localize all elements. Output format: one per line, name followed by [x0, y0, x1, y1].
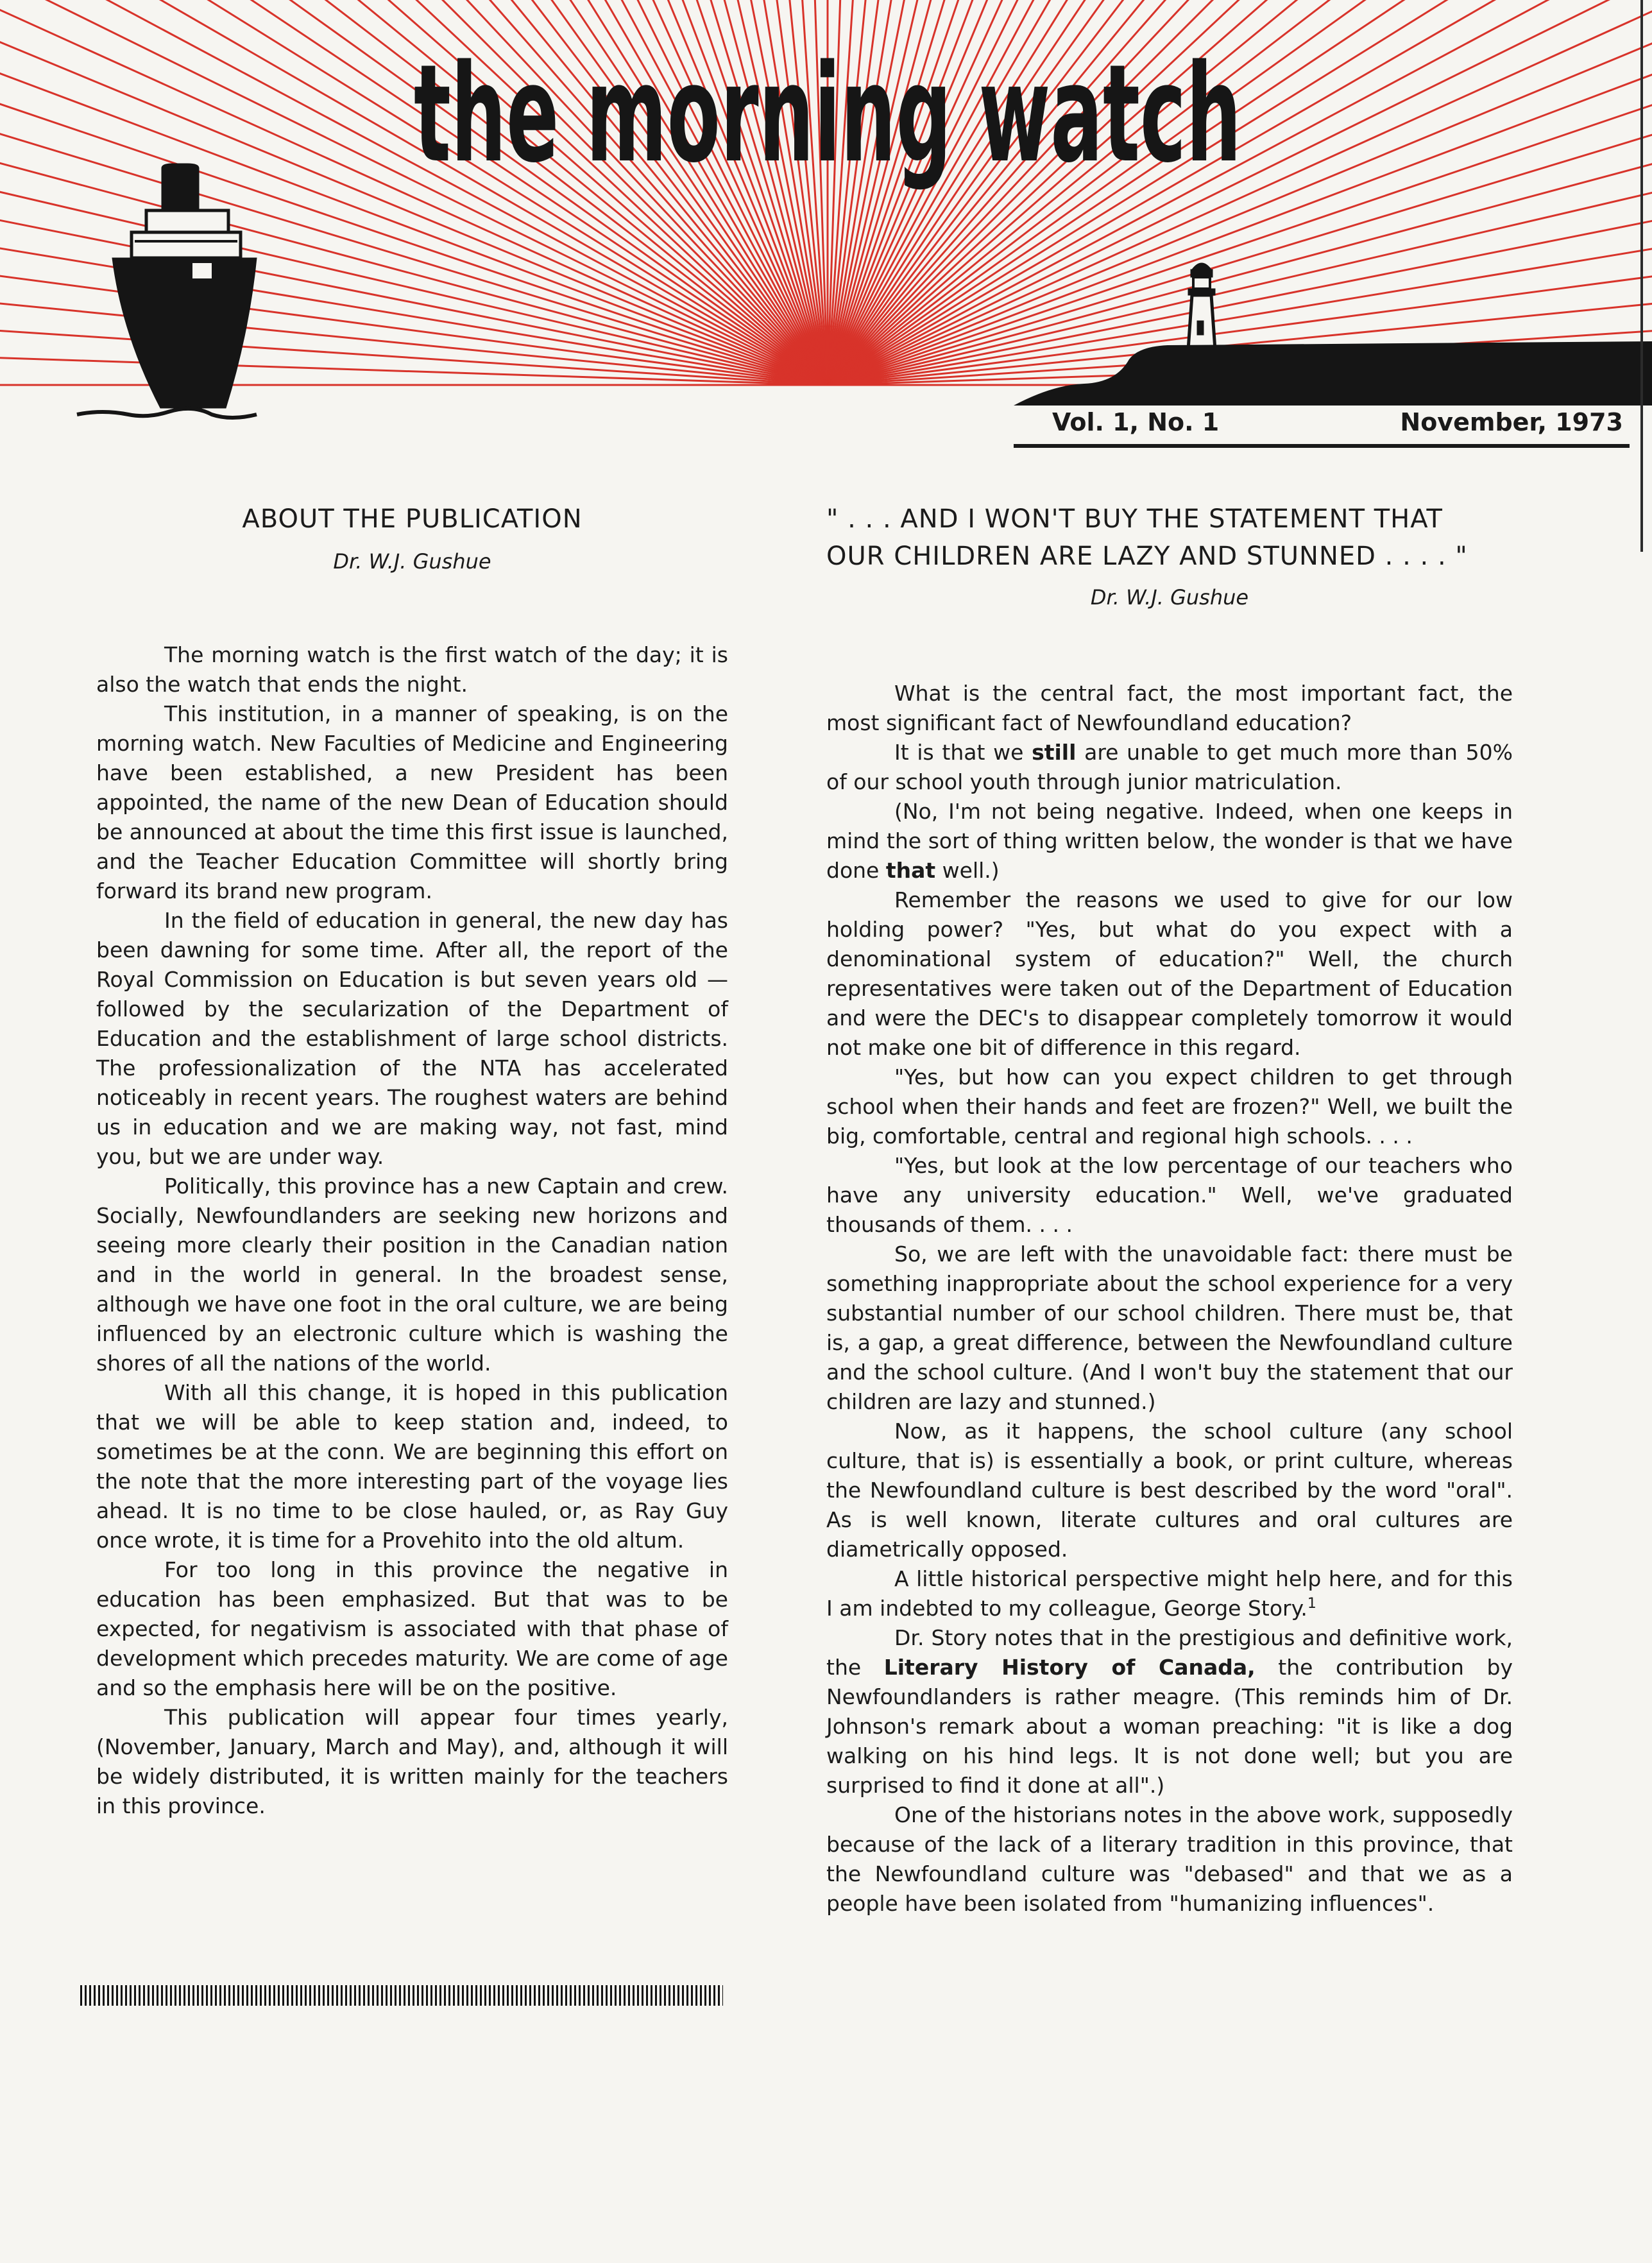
right-article-body — [826, 679, 1513, 1918]
paragraph: In the field of education in general, the new day has been dawning for some time. After all, the report of the Royal Commission on Education is but seven years old — followed by the secularization of the Department of Education and the establishment of large school districts. The professionalization of the NTA has accelerated noticeably in recent years. The roughest waters are behind us in education and we are making way, not fast, mind you, but we are under way. — [96, 908, 728, 1169]
heading-line: OUR CHILDREN ARE LAZY AND STUNNED . . . . " — [826, 542, 1468, 571]
text-run: the contribution by Newfoundlanders is rather meagre. (This reminds him of Dr. Johnson's remark about a woman preaching: "it is like a dog walking on his hind legs. It is not done well; but you are surprised to find it done at all".) — [826, 1655, 1513, 1798]
issue-volume: Vol. 1, No. 1 — [1052, 408, 1220, 436]
masthead-artwork — [0, 0, 1652, 449]
right-article — [826, 500, 1513, 1918]
paragraph — [826, 1623, 1513, 1800]
paragraph: "Yes, but look at the low percentage of our teachers who have any university education." Well, we've graduated thousands of them. . . . — [826, 1153, 1513, 1237]
text-run: Dr. Story notes that in the prestigious and definitive work, the — [826, 1625, 1513, 1680]
paragraph: So, we are left with the unavoidable fact: there must be something inappropriate about the school experience for a very substantial number of our school children. There must be, that is, a gap, a great difference, between the Newfoundland culture and the school culture. (And I won't buy the statement that our children are lazy and stunned.) — [826, 1242, 1513, 1414]
text-run: (No, I'm not being negative. Indeed, when one keeps in mind the sort of thing written below, the wonder is that we have done — [826, 799, 1513, 883]
footer-hatch-bar — [80, 1985, 723, 2006]
left-article-heading: ABOUT THE PUBLICATION — [242, 504, 583, 534]
text-run: are unable to get much more than 50% of our school youth through junior matriculation. — [826, 740, 1513, 794]
left-article-body — [96, 640, 728, 1821]
masthead — [0, 0, 1652, 449]
issue-date: November, 1973 — [1400, 408, 1623, 436]
headland-silhouette — [1014, 341, 1652, 406]
left-article — [96, 500, 728, 1821]
paragraph: With all this change, it is hoped in this publication that we will be able to keep station and, indeed, to sometimes be at the conn. We are beginning this effort on the note that the more interesting part of the voyage lies ahead. It is no time to be close hauled, or, as Ray Guy once wrote, it is time for a Provehito into the old altum. — [96, 1380, 728, 1553]
paragraph: This institution, in a manner of speaking, is on the morning watch. New Faculties of Medicine and Engineering have been established, a new President has been appointed, the name of the new Dean of Education should be announced at about the time this first issue is launched, and the Teacher Education Committee will shortly bring forward its brand new program. — [96, 701, 728, 903]
emphasis: still — [1032, 740, 1077, 765]
page-edge-rule — [1640, 0, 1643, 552]
lighthouse-icon — [1188, 263, 1215, 350]
paragraph: The morning watch is the first watch of the day; it is also the watch that ends the night. — [96, 642, 728, 697]
left-article-byline: Dr. W.J. Gushue — [333, 549, 491, 574]
paragraph: For too long in this province the negative in education has been emphasized. But that was to be expected, for negativism is associated with that phase of development which precedes maturity. We are come of age and so the emphasis here will be on the positive. — [96, 1557, 728, 1700]
paragraph: What is the central fact, the most important fact, the most significant fact of Newfoundland education? — [826, 681, 1513, 735]
paragraph: One of the historians notes in the above work, supposedly because of the lack of a literary tradition in this province, that the Newfoundland culture was "debased" and that we as a people have been isolated from "humanizing influences". — [826, 1802, 1513, 1916]
issue-info-bar — [1014, 406, 1630, 448]
paragraph — [826, 738, 1513, 797]
masthead-title: the morning watch — [414, 35, 1241, 192]
text-run: It is that we — [894, 740, 1032, 765]
paragraph — [826, 1564, 1513, 1623]
footnote-marker: 1 — [1307, 1596, 1316, 1612]
heading-line: " . . . AND I WON'T BUY THE STATEMENT THAT — [826, 504, 1443, 534]
paragraph: This publication will appear four times yearly, (November, January, March and May), and, although it will be widely distributed, it is written mainly for the teachers in this province. — [96, 1705, 728, 1818]
book-title: Literary History of Canada, — [883, 1655, 1256, 1680]
emphasis: that — [885, 858, 936, 883]
paragraph: "Yes, but how can you expect children to get through school when their hands and feet are frozen?" Well, we built the big, comfortable, central and regional high schools. . . . — [826, 1064, 1513, 1149]
paragraph: Now, as it happens, the school culture (any school culture, that is) is essentially a book, or print culture, whereas the Newfoundland culture is best described by the word "oral". As is well known, literate cultures and oral cultures are diametrically opposed. — [826, 1419, 1513, 1562]
paragraph — [826, 797, 1513, 885]
right-article-byline: Dr. W.J. Gushue — [1090, 585, 1249, 610]
paragraph: Remember the reasons we used to give for our low holding power? "Yes, but what do you expect with a denominational system of education?" Well, the church representatives were taken out of the Department of Education and were the DEC's to disappear completely tomorrow it would not make one bit of difference in this regard. — [826, 887, 1513, 1060]
text-run: well.) — [935, 858, 1000, 883]
sun-ray — [0, 339, 828, 385]
text-run: A little historical perspective might help here, and for this I am indebted to my colleague, George Story. — [826, 1566, 1513, 1621]
paragraph: Politically, this province has a new Captain and crew. Socially, Newfoundlanders are seeking new horizons and seeing more clearly their position in the Canadian nation and in the world in general. In the broadest sense, although we have one foot in the oral culture, we are being influenced by an electronic culture which is washing the shores of all the nations of the world. — [96, 1174, 728, 1376]
right-article-heading — [826, 500, 1513, 575]
